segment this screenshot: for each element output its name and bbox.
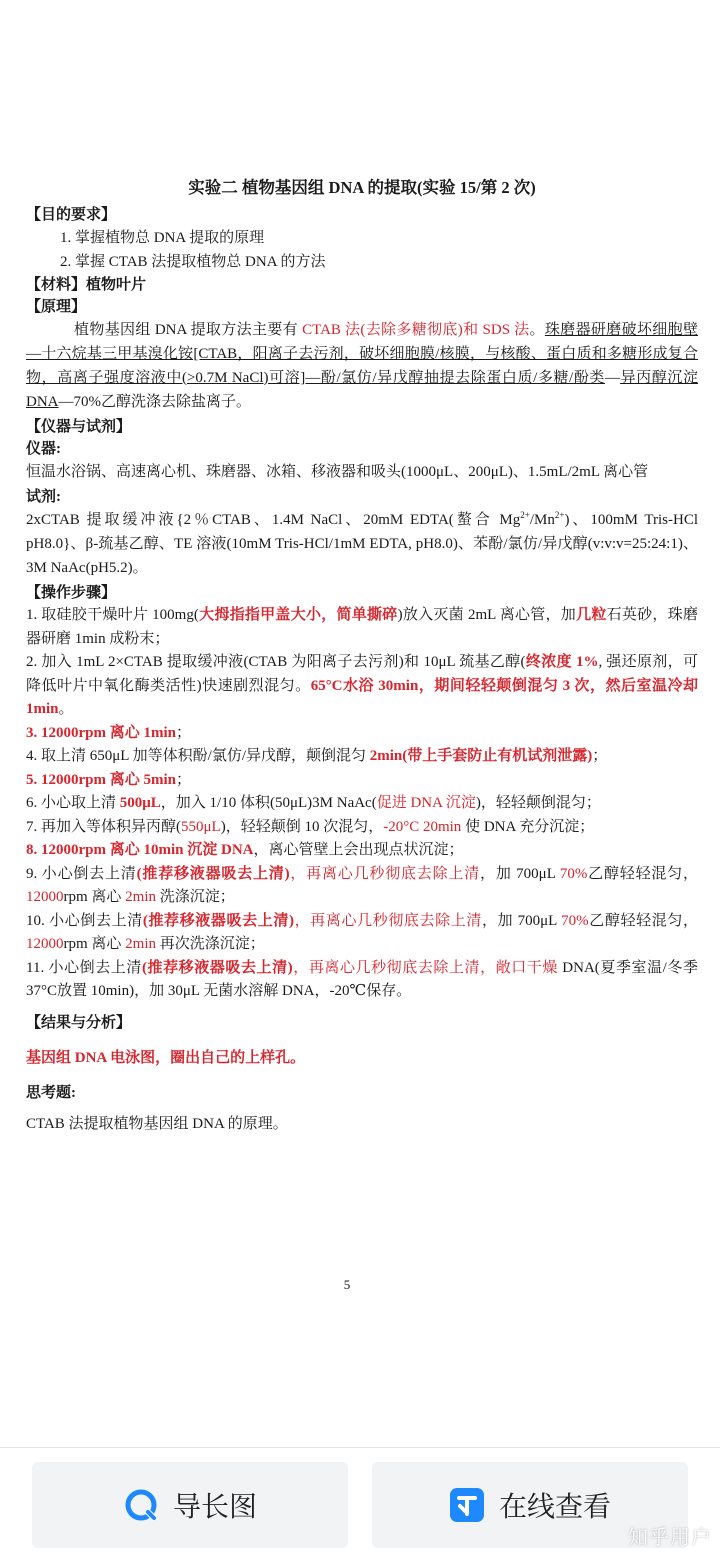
section-instruments: 【仪器与试剂】 [26, 419, 132, 435]
spacer [26, 1070, 698, 1082]
reagents-a: 2xCTAB 提取缓冲液{2％CTAB、1.4M NaCl、20mM EDTA(螯合 Mg [26, 512, 521, 528]
step-9-a: 9. 小心倒去上清 [26, 865, 137, 882]
spacer [26, 1104, 698, 1112]
export-long-image-label: 导长图 [172, 1490, 257, 1523]
step-4-c: ； [592, 748, 608, 764]
step-4-b: 2min(带上手套防止有机试剂泄露) [369, 748, 593, 764]
step-7-d: -20°C 20min [383, 818, 462, 835]
step-10-c: ，再离心几秒彻底去除上清 [294, 912, 483, 929]
step-5-c: ； [176, 771, 192, 788]
step-8-a: 8. [26, 842, 41, 858]
export-long-image-button[interactable] [32, 1462, 348, 1548]
step-9-h: rpm 离心 [63, 889, 126, 905]
step-3 [26, 722, 698, 746]
reagents-text [26, 508, 698, 580]
principle-dash: — [605, 370, 621, 386]
watermark: 知乎用户 [628, 1525, 712, 1549]
step-7 [26, 816, 698, 840]
step-11-c: ，再离心几秒彻底去除上清，敞口干燥 [292, 959, 558, 976]
section-material [26, 274, 698, 296]
step-2-d: 65°C水浴 30min，期间轻轻颠倒混匀 3 次，然后室温冷却 1min [26, 677, 698, 717]
reagents-sup-1: 2+ [520, 510, 530, 520]
step-5-a: 5. [26, 771, 41, 788]
result-text: 基因组 DNA 电泳图，圈出自己的上样孔。 [26, 1049, 306, 1066]
step-7-a: 7. 再加入等体积异丙醇( [26, 818, 181, 835]
step-10-i: 2min [125, 936, 157, 952]
step-10-e: 70% [561, 912, 589, 929]
principle-text-a: 植物基因组 DNA 提取方法主要有 [74, 322, 303, 338]
step-4-a: 4. 取上清 650μL 加等体积酚/氯仿/异戊醇，颠倒混匀 [26, 748, 370, 764]
step-7-c: )，轻轻颠倒 10 次混匀， [220, 818, 384, 835]
step-10-a: 10. 小心倒去上清 [26, 912, 143, 929]
step-9-d: ，加 700μL [480, 865, 560, 882]
step-9-g: 12000 [26, 889, 64, 905]
step-6 [26, 792, 698, 816]
principle-steps-underlined: 珠磨器研磨破坏细胞壁—十六烷基三甲基溴化铵[CTAB，阳离子去污剂，破坏细胞膜/核膜，与核酸、蛋白质和多糖形成复合物，高离子强度溶液中(>0.7M NaCl)可溶]—酚/氯仿/异戊醇抽提去除蛋白质/多糖/酚类 [26, 322, 698, 386]
spacer [26, 1034, 698, 1046]
reagents-c: )、100mM Tris-HCl pH8.0}、β-巯基乙醇、TE 溶液(10mM Tris-HCl/1mM EDTA, pH8.0)、苯酚/氯仿/异戊醇(v:v:v=25:24:1)、3M NaAc(pH5.2)。 [26, 512, 698, 576]
step-2 [26, 651, 698, 722]
step-3-c: ； [176, 724, 192, 741]
online-view-icon [449, 1487, 485, 1523]
step-2-b: 终浓度 1% [525, 654, 599, 670]
step-7-b: 550μL [181, 818, 221, 835]
principle-text-c: 。 [529, 322, 545, 338]
step-9-b: (推荐移液器吸去上清) [136, 865, 290, 882]
step-9-c: ，再离心几秒彻底去除上清 [289, 865, 481, 882]
section-results: 【结果与分析】 [26, 1014, 132, 1031]
step-9-f: 乙醇轻轻混匀， [587, 865, 698, 882]
purpose-item-2: 2. 掌握 CTAB 法提取植物总 DNA 的方法 [60, 254, 326, 270]
step-10-g: 12000 [26, 936, 64, 952]
step-4 [26, 745, 698, 769]
section-principle: 【原理】 [26, 299, 87, 315]
principle-isopropanol: 异丙醇沉淀 DNA [26, 370, 698, 410]
step-11-d: DNA(夏季室温/冬季 37°C放置 10min)，加 30μL 无菌水溶解 DNA，-20℃保存。 [26, 959, 698, 999]
step-8-b: 12000rpm 离心 10min 沉淀 DNA [41, 842, 254, 858]
think-text: CTAB 法提取植物基因组 DNA 的原理。 [26, 1115, 288, 1132]
step-5 [26, 769, 698, 793]
step-2-e: 。 [58, 701, 74, 717]
step-8 [26, 839, 698, 863]
bottom-action-bar [0, 1448, 720, 1560]
step-6-b: 500μL [119, 795, 161, 811]
principle-paragraph [26, 318, 698, 414]
step-9-j: 洗涤沉淀； [156, 889, 235, 905]
step-11 [26, 957, 698, 1004]
section-steps: 【操作步骤】 [26, 585, 117, 601]
step-1-d: 几粒 [576, 607, 607, 623]
document-page [26, 176, 698, 1136]
step-9 [26, 863, 698, 910]
step-1-e: 石英砂，珠磨器研磨 1min 成粉末； [26, 607, 698, 647]
step-6-a: 6. 小心取上清 [26, 795, 120, 811]
think-label: 思考题: [26, 1084, 76, 1101]
step-10-h: rpm 离心 [63, 936, 126, 952]
section-purpose: 【目的要求】 [26, 207, 117, 223]
step-2-c: , 强还原剂，可降低叶片中氧化酶类活性)快速剧烈混匀。 [26, 654, 698, 694]
view-online-label: 在线查看 [498, 1490, 611, 1523]
step-8-c: ，离心管壁上会出现点状沉淀； [253, 842, 464, 858]
step-6-c: ，加入 1/10 体积(50μL)3M NaAc( [160, 795, 377, 811]
instruments-label: 仪器: [26, 441, 61, 457]
step-3-b: 12000rpm 离心 1min [41, 724, 177, 741]
long-image-icon [123, 1487, 159, 1523]
step-1-b: 大拇指指甲盖大小，简单撕碎 [198, 607, 398, 623]
step-5-b: 12000rpm 离心 5min [41, 771, 177, 788]
step-6-e: )，轻轻颠倒混匀； [475, 795, 601, 811]
step-10 [26, 910, 698, 957]
step-3-a: 3. [26, 724, 41, 741]
instruments-text: 恒温水浴锅、高速离心机、珠磨器、冰箱、移液器和吸头(1000μL、200μL)、1.5mL/2mL 离心管 [26, 464, 649, 480]
step-1-a: 1. 取硅胶干燥叶片 100mg( [26, 607, 199, 623]
principle-methods: CTAB 法(去除多糖彻底)和 SDS 法 [302, 322, 530, 338]
page-title: 实验二 植物基因组 DNA 的提取(实验 15/第 2 次) [188, 178, 536, 197]
step-10-b: (推荐移液器吸去上清) [142, 912, 294, 929]
step-6-d: 促进 DNA 沉淀 [376, 795, 476, 811]
reagents-b: /Mn [529, 512, 555, 528]
reagents-sup-2: 2+ [554, 510, 565, 520]
step-9-i: 2min [125, 889, 157, 905]
step-1-c: )放入灭菌 2mL 离心管，加 [397, 607, 577, 623]
step-10-f: 乙醇轻轻混匀， [588, 912, 698, 929]
step-7-e: 使 DNA 充分沉淀； [461, 818, 595, 835]
purpose-item-1: 1. 掌握植物总 DNA 提取的原理 [60, 230, 265, 246]
page-number: 5 [343, 1277, 351, 1292]
step-10-d: ，加 700μL [482, 912, 562, 929]
step-11-b: (推荐移液器吸去上清) [141, 959, 293, 976]
step-10-j: 再次洗涤沉淀； [156, 936, 265, 952]
step-1 [26, 604, 698, 651]
step-9-e: 70% [559, 865, 588, 882]
material-text: 【材料】植物叶片 [26, 277, 147, 293]
step-11-a: 11. 小心倒去上清 [26, 959, 142, 976]
reagents-label: 试剂: [26, 489, 61, 505]
step-2-a: 2. 加入 1mL 2×CTAB 提取缓冲液(CTAB 为阳离子去污剂)和 10μL 巯基乙醇( [26, 654, 526, 670]
principle-text-g: —70%乙醇洗涤去除盐离子。 [58, 394, 251, 410]
